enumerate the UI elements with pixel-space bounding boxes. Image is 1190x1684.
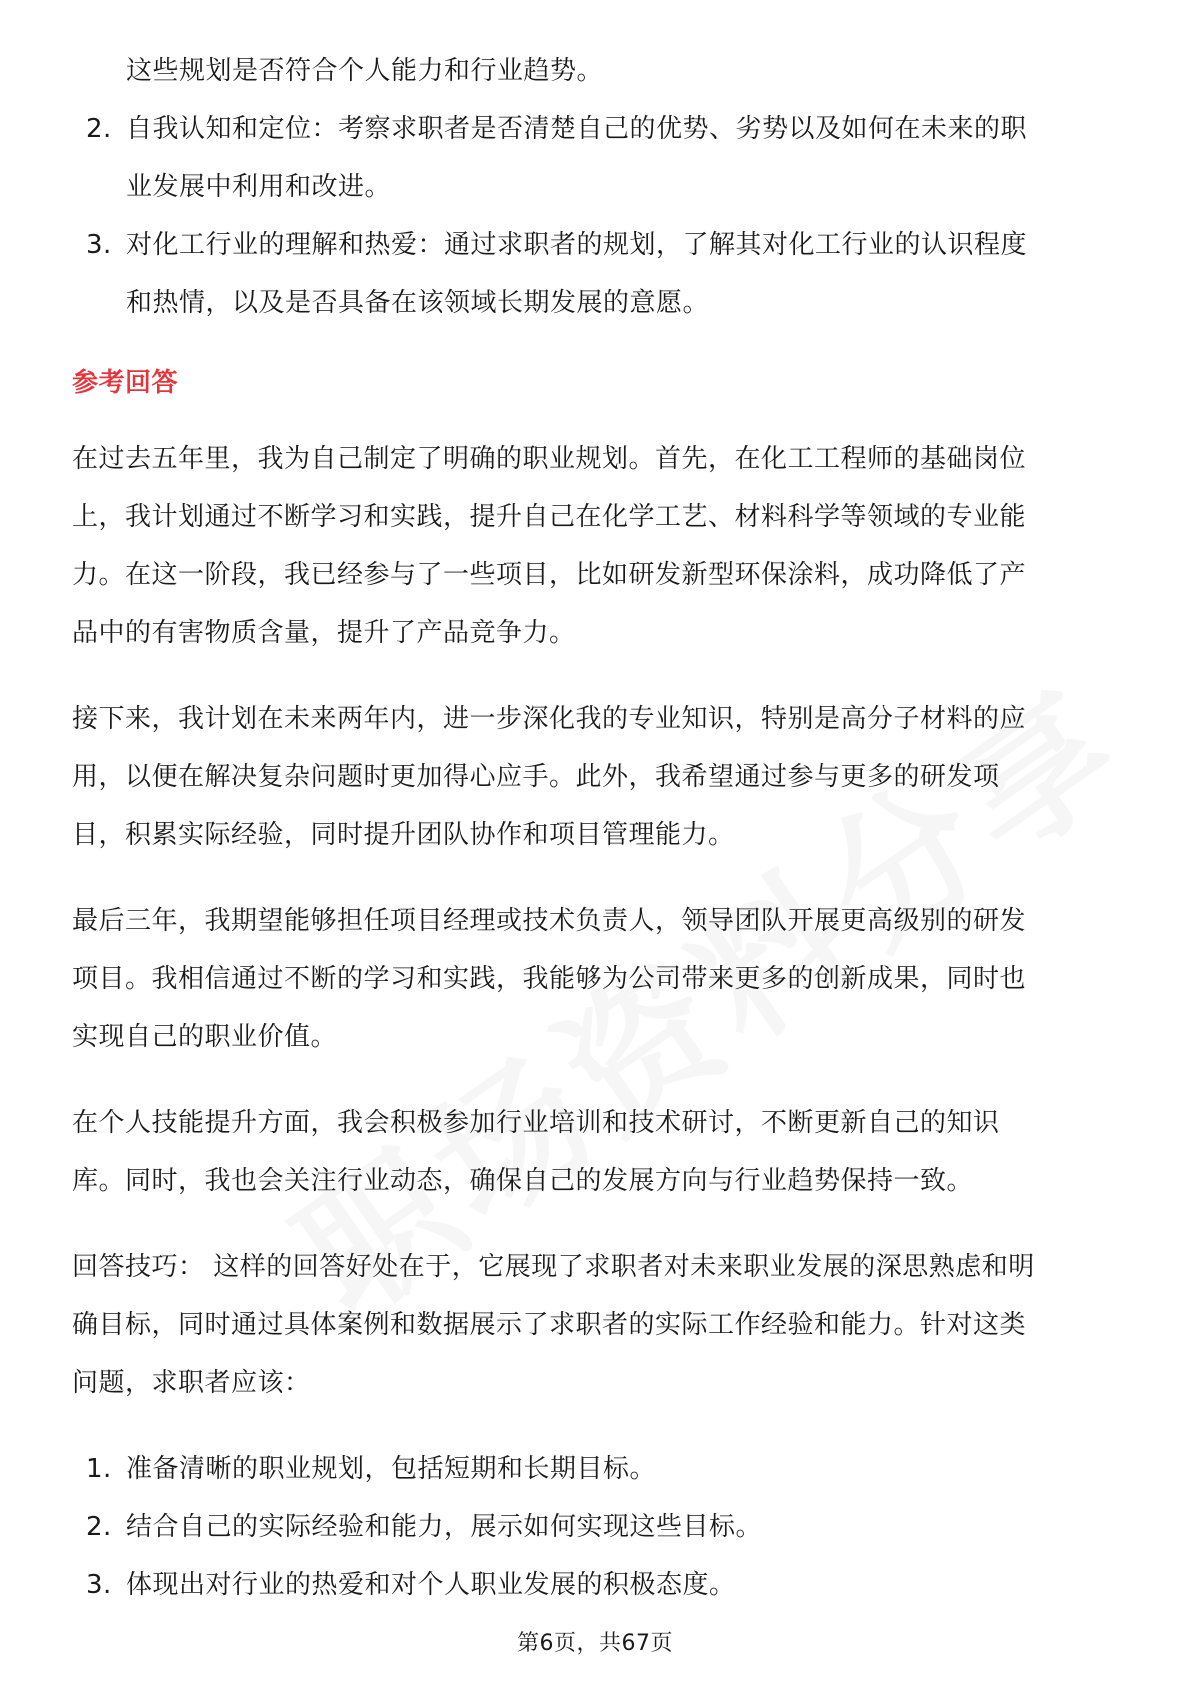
section-heading: 参考回答 [72,368,179,398]
list-number: 3. [86,1570,112,1600]
paragraph-line: 确目标，同时通过具体案例和数据展示了求职者的实际工作经验和能力。针对这类 [72,1310,1027,1340]
paragraph-line: 接下来，我计划在未来两年内，进一步深化我的专业知识，特别是高分子材料的应 [72,704,1027,734]
list-item [72,100,1122,216]
answer-paragraph [72,1094,1122,1210]
answer-paragraph [72,690,1122,864]
list-item-line: 业发展中利用和改进。 [126,172,392,202]
list-number: 1. [86,1454,112,1484]
list-item-text: 准备清晰的职业规划，包括短期和长期目标。 [126,1454,657,1484]
page-footer: 第6页，共67页 [517,1631,673,1656]
list-item-text: 结合自己的实际经验和能力，展示如何实现这些目标。 [126,1512,763,1542]
paragraph-line: 实现自己的职业价值。 [72,1022,338,1052]
answer-paragraph [72,430,1122,662]
document-content [72,42,1122,1614]
paragraph-line: 目，积累实际经验，同时提升团队协作和项目管理能力。 [72,820,735,850]
paragraph-line: 最后三年，我期望能够担任项目经理或技术负责人，领导团队开展更高级别的研发 [72,906,1027,936]
paragraph-line: 在个人技能提升方面，我会积极参加行业培训和技术研讨，不断更新自己的知识 [72,1108,1000,1138]
paragraph-line: 力。在这一阶段，我已经参与了一些项目，比如研发新型环保涂料，成功降低了产 [72,560,1027,590]
criteria-list [72,100,1122,332]
list-item [72,1556,1122,1614]
paragraph-line: 上，我计划通过不断学习和实践，提升自己在化学工艺、材料科学等领域的专业能 [72,502,1027,532]
list-number: 2. [86,114,112,144]
paragraph-line: 项目。我相信通过不断的学习和实践，我能够为公司带来更多的创新成果，同时也 [72,964,1027,994]
paragraph-line: 用，以便在解决复杂问题时更加得心应手。此外，我希望通过参与更多的研发项 [72,762,1000,792]
list-item-continuation: 这些规划是否符合个人能力和行业趋势。 [126,56,604,86]
paragraph-line: 回答技巧： 这样的回答好处在于，它展现了求职者对未来职业发展的深思熟虑和明 [72,1252,1035,1282]
paragraph-line: 问题，求职者应该： [72,1368,311,1398]
tips-paragraph [72,1238,1122,1412]
list-item-line: 自我认知和定位：考察求职者是否清楚自己的优势、劣势以及如何在未来的职 [126,114,1028,144]
list-item [72,1498,1122,1556]
answer-paragraph [72,892,1122,1066]
paragraph-line: 在过去五年里，我为自己制定了明确的职业规划。首先，在化工工程师的基础岗位 [72,444,1027,474]
list-item-text: 体现出对行业的热爱和对个人职业发展的积极态度。 [126,1570,736,1600]
list-number: 2. [86,1512,112,1542]
paragraph-line: 品中的有害物质含量，提升了产品竞争力。 [72,618,576,648]
list-item [72,1440,1122,1498]
list-item-line: 和热情，以及是否具备在该领域长期发展的意愿。 [126,288,710,318]
tips-list [72,1440,1122,1614]
paragraph-line: 库。同时，我也会关注行业动态，确保自己的发展方向与行业趋势保持一致。 [72,1166,974,1196]
list-number: 3. [86,230,112,260]
list-item [72,216,1122,332]
list-item-line: 对化工行业的理解和热爱：通过求职者的规划，了解其对化工行业的认识程度 [126,230,1028,260]
